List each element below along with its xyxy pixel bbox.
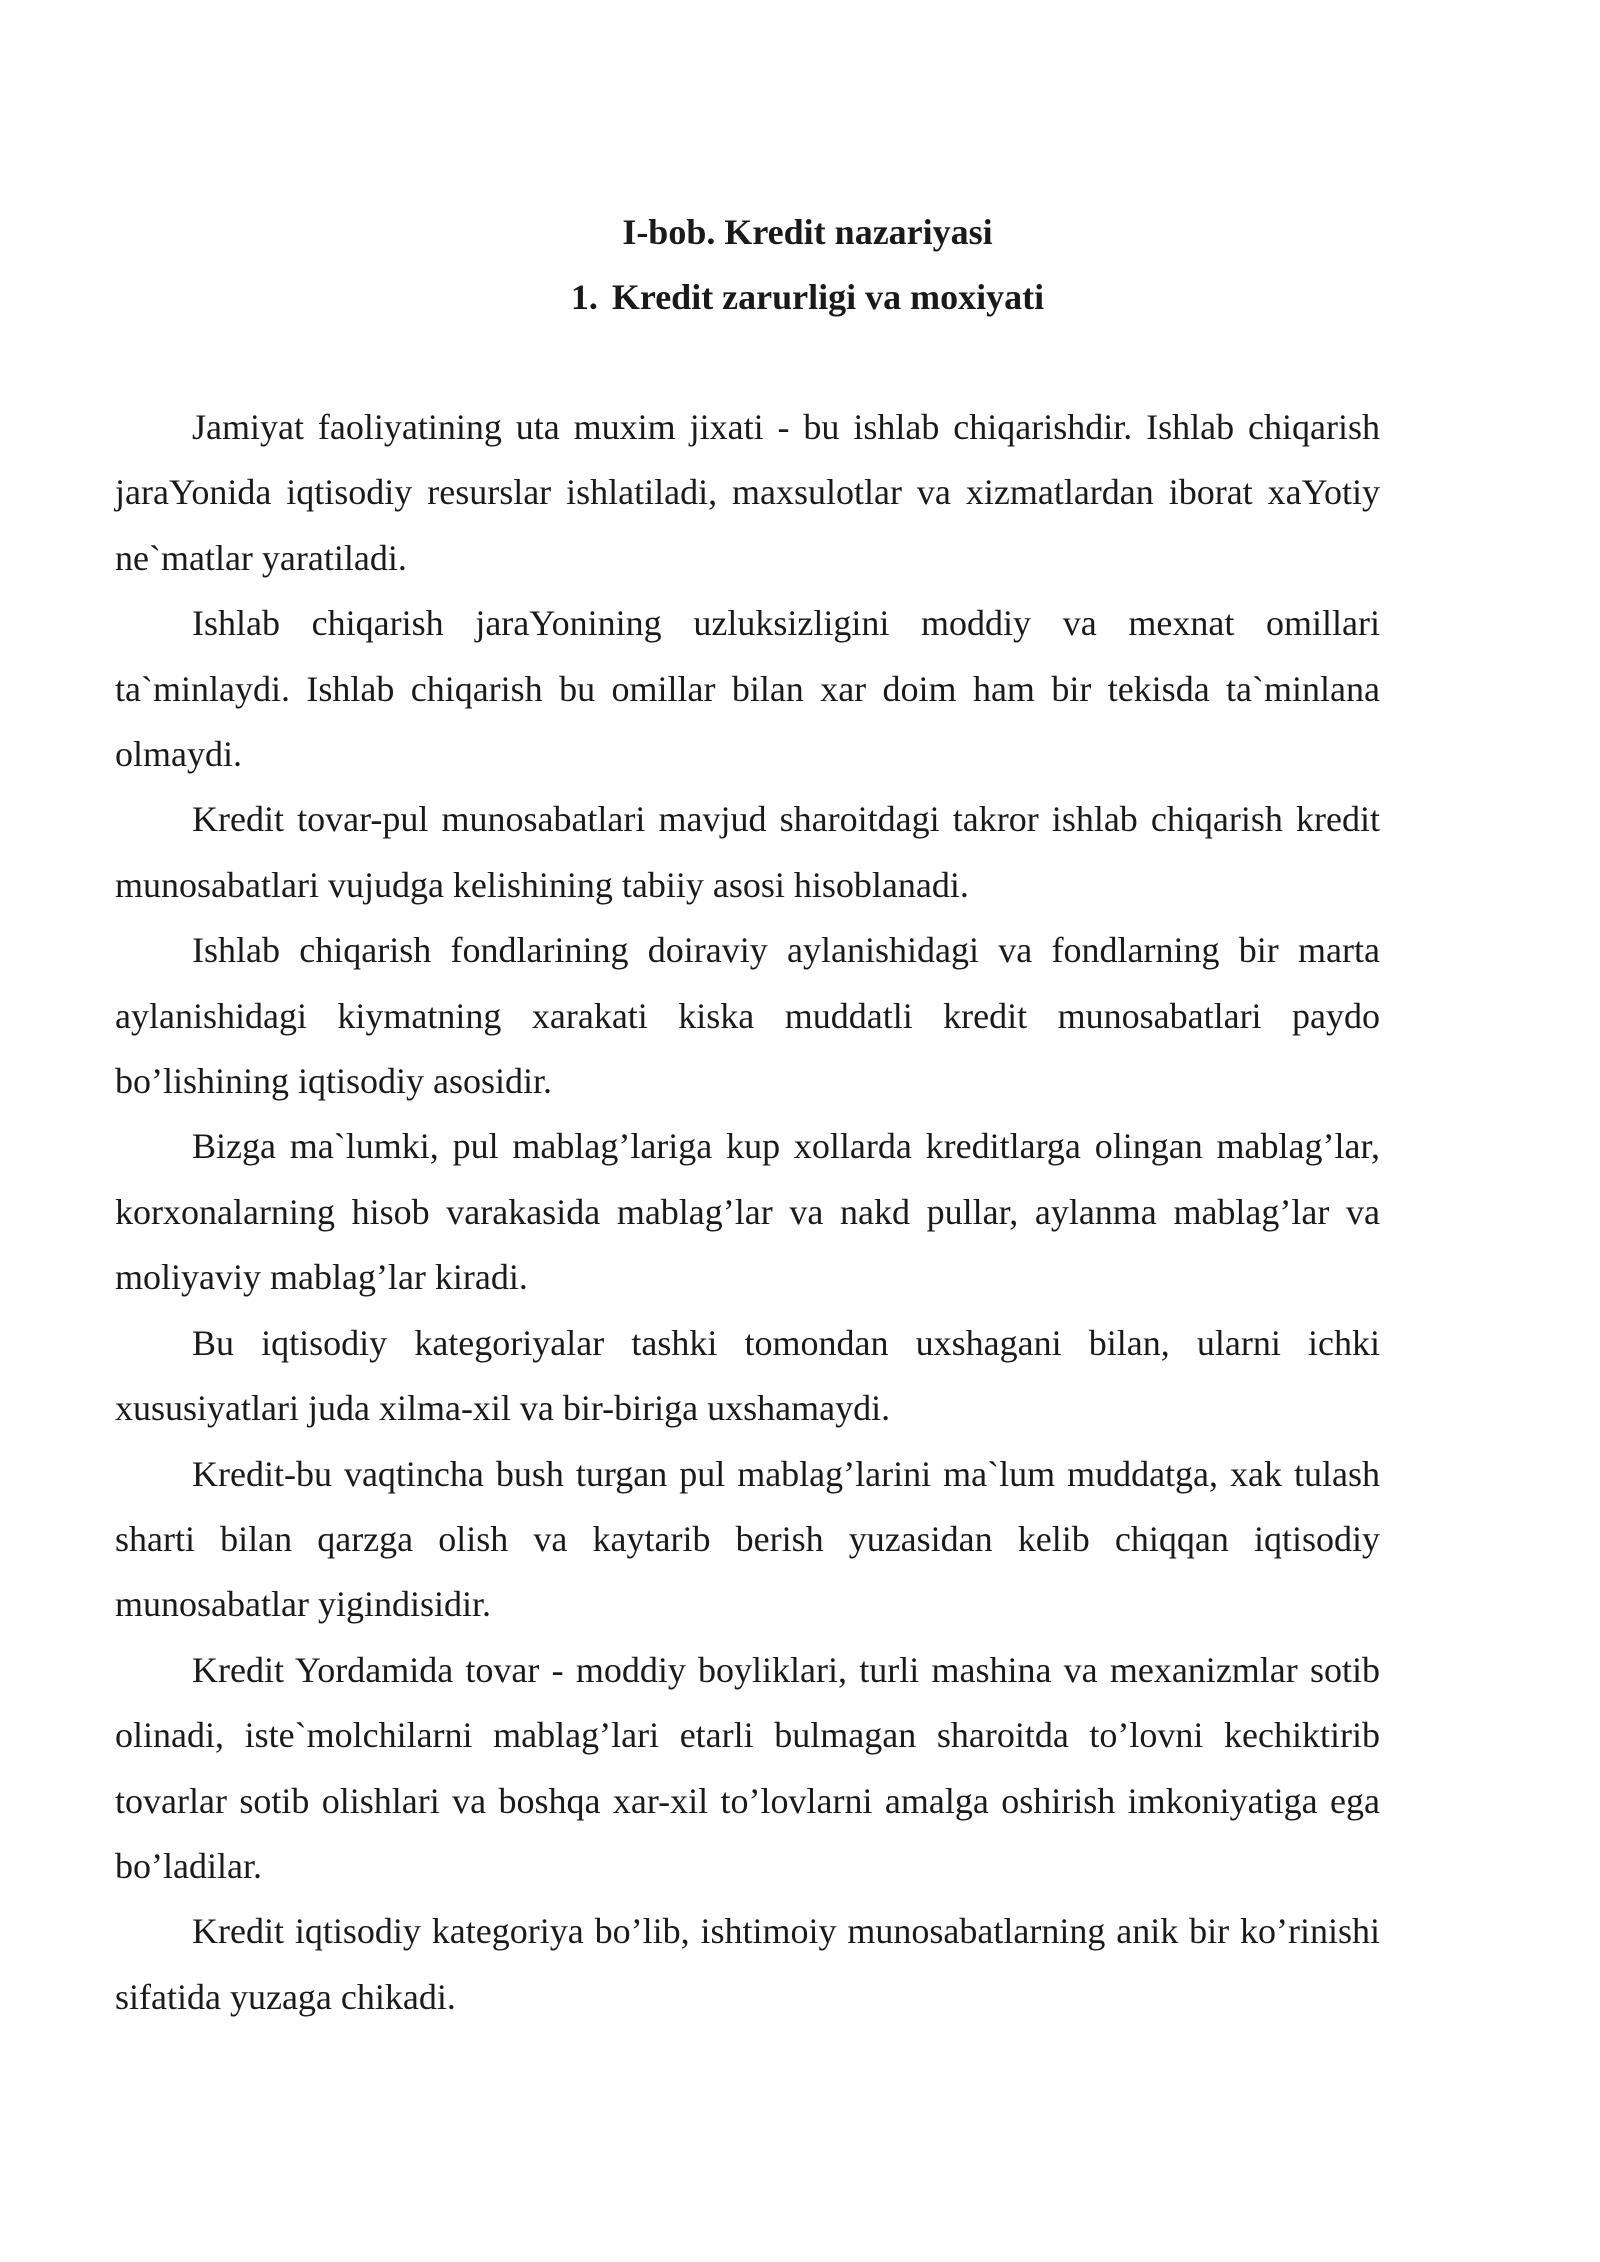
paragraph: Ishlab chiqarish fondlarining doiraviy aylanishidagi va fondlarning bir marta aylanishidagi kiymatning xarakati kiska muddatli kredit munosabatlari paydo bo’lishining iqtisodiy asosidir.	[115, 930, 1380, 1102]
paragraph: Jamiyat faoliyatining uta muxim jixati - bu ishlab chiqarishdir. Ishlab chiqarish jaraYonida iqtisodiy resurslar ishlatiladi, maxsulotlar va xizmatlardan iborat xaYotiy ne`matlar yaratiladi.	[115, 407, 1380, 578]
section-title: Kredit zarurligi va moxiyati	[611, 277, 1045, 317]
paragraph: Bu iqtisodiy kategoriyalar tashki tomondan uxshagani bilan, ularni ichki xususiyatlari juda xilma-xil va bir-biriga uxshamaydi.	[115, 1322, 1380, 1429]
chapter-title: I-bob. Kredit nazariyasi	[622, 212, 993, 252]
section-heading	[115, 265, 1380, 330]
section-number: 1.	[570, 277, 598, 317]
document-page	[115, 200, 1380, 2030]
paragraph: Ishlab chiqarish jaraYonining uzluksizligini moddiy va mexnat omillari ta`minlaydi. Ishlab chiqarish bu omillar bilan xar doim ham bir tekisda ta`minlana olmaydi.	[115, 603, 1380, 775]
paragraph: Kredit-bu vaqtincha bush turgan pul mablag’larini ma`lum muddatga, xak tulash sharti bilan qarzga olish va kaytarib berish yuzasidan kelib chiqqan iqtisodiy munosabatlar yigindisidir.	[115, 1453, 1380, 1625]
paragraph: Kredit iqtisodiy kategoriya bo’lib, ishtimoiy munosabatlarning anik bir ko’rinishi sifatida yuzaga chikadi.	[115, 1911, 1380, 2017]
paragraph: Kredit tovar-pul munosabatlari mavjud sharoitdagi takror ishlab chiqarish kredit munosabatlari vujudga kelishining tabiiy asosi hisoblanadi.	[115, 799, 1380, 905]
paragraph: Kredit Yordamida tovar - moddiy boyliklari, turli mashina va mexanizmlar sotib olinadi, iste`molchilarni mablag’lari etarli bulmagan sharoitda to’lovni kechiktirib tovarlar sotib olishlari va boshqa xar-xil to’lovlarni amalga oshirish imkoniyatiga ega bo’ladilar.	[115, 1649, 1380, 1886]
paragraph: Bizga ma`lumki, pul mablag’lariga kup xollarda kreditlarga olingan mablag’lar, korxonalarning hisob varakasida mablag’lar va nakd pullar, aylanma mablag’lar va moliyaviy mablag’lar kiradi.	[115, 1126, 1380, 1298]
